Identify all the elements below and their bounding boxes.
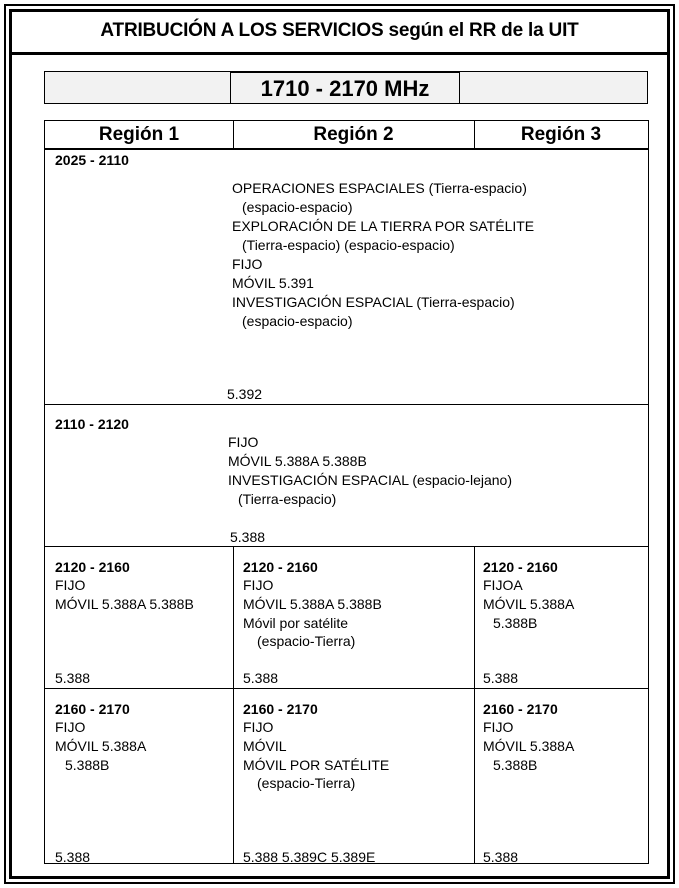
allocation-line: FIJO (483, 719, 514, 735)
header-divider (474, 121, 475, 150)
allocation-line: FIJO (55, 577, 86, 593)
row-range-2120-r1: 2120 - 2160 (55, 559, 130, 575)
allocation-table (44, 120, 649, 864)
allocation-line: FIJO (55, 719, 86, 735)
row-range-2120-r2: 2120 - 2160 (243, 559, 318, 575)
allocation-line: 5.388B (493, 757, 538, 773)
footnote: 5.388 (483, 849, 519, 865)
footnote: 5.388 (55, 849, 91, 865)
allocation-line: Móvil por satélite (243, 615, 349, 631)
allocation-line: MÓVIL 5.388A (55, 738, 147, 754)
band-label: 1710 - 2170 MHz (230, 71, 460, 104)
allocation-line: (Tierra-espacio) (espacio-espacio) (242, 237, 455, 253)
column-divider (474, 546, 475, 864)
row-range-2160-r3: 2160 - 2170 (483, 701, 558, 717)
allocation-line: MÓVIL 5.388A (483, 596, 575, 612)
footnote: 5.388 (483, 670, 519, 686)
allocation-line: (Tierra-espacio) (238, 491, 337, 507)
allocation-line: (espacio-Tierra) (257, 633, 356, 649)
row-divider (45, 546, 648, 547)
allocation-line: OPERACIONES ESPACIALES (Tierra-espacio) (232, 180, 527, 196)
allocation-line: MÓVIL POR SATÉLITE (243, 757, 390, 773)
row-divider (45, 688, 648, 689)
allocation-line: (espacio-espacio) (242, 313, 353, 329)
column-divider (233, 546, 234, 864)
row-range-2120-r3: 2120 - 2160 (483, 559, 558, 575)
row-range-2160-r2: 2160 - 2170 (243, 701, 318, 717)
page-title: ATRIBUCIÓN A LOS SERVICIOS según el RR de la UIT (9, 9, 670, 55)
allocation-line: 5.388B (493, 615, 538, 631)
allocation-line: FIJOA (483, 577, 523, 593)
allocation-line: MÓVIL (243, 738, 287, 754)
row-divider (45, 404, 648, 405)
allocation-line: INVESTIGACIÓN ESPACIAL (Tierra-espacio) (232, 294, 515, 310)
allocation-line: MÓVIL 5.391 (232, 275, 314, 291)
allocation-line: FIJO (243, 577, 274, 593)
row-range-2160-r1: 2160 - 2170 (55, 701, 130, 717)
header-region-3: Región 3 (474, 121, 648, 150)
footnote: 5.392 (227, 386, 263, 402)
footnote: 5.388 5.389C 5.389E (243, 849, 376, 865)
allocation-line: MÓVIL 5.388A 5.388B (228, 453, 367, 469)
allocation-line: FIJO (228, 434, 259, 450)
allocation-line: INVESTIGACIÓN ESPACIAL (espacio-lejano) (228, 472, 512, 488)
footnote: 5.388 (55, 670, 91, 686)
header-divider (233, 121, 234, 150)
allocation-line: 5.388B (65, 757, 110, 773)
allocation-line: MÓVIL 5.388A (483, 738, 575, 754)
allocation-line: FIJO (232, 256, 263, 272)
allocation-line: MÓVIL 5.388A 5.388B (55, 596, 194, 612)
allocation-line: EXPLORACIÓN DE LA TIERRA POR SATÉLITE (232, 218, 535, 234)
allocation-line: MÓVIL 5.388A 5.388B (243, 596, 382, 612)
header-region-1: Región 1 (45, 121, 233, 150)
allocation-line: FIJO (243, 719, 274, 735)
footnote: 5.388 (230, 529, 266, 545)
allocation-line: (espacio-espacio) (242, 199, 353, 215)
header-region-2: Región 2 (233, 121, 474, 150)
footnote: 5.388 (243, 670, 279, 686)
row-range-2110: 2110 - 2120 (55, 416, 129, 432)
row-range-2025: 2025 - 2110 (55, 152, 129, 168)
allocation-line: (espacio-Tierra) (257, 775, 356, 791)
